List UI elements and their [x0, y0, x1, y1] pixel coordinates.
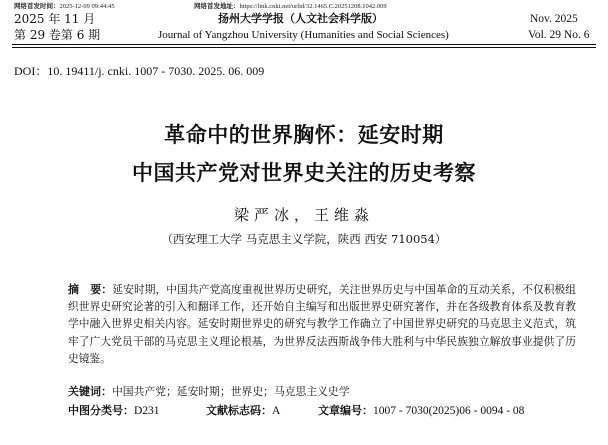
header-cn-volume: 第 29 卷第 6 期 [14, 28, 101, 42]
online-first-url-value[interactable]: https://link.cnki.net/urlid/32.1465.C.20251208.1042.009 [239, 3, 387, 10]
article-number-label: 文章编号： [318, 404, 373, 417]
abstract-label: 摘 要： [68, 283, 113, 296]
doi: DOI：10. 19411/j. cnki. 1007 - 7030. 2025. 06. 009 [14, 64, 265, 78]
online-first-url [194, 3, 387, 11]
header-rule-bottom [12, 47, 596, 48]
article-title-line2: 中国共产党对世界史关注的历史考察 [132, 161, 476, 185]
online-first-time [14, 3, 115, 11]
article-affiliation: （西安理工大学 马克思主义学院，陕西 西安 710054） [161, 232, 447, 246]
article-title-line1: 革命中的世界胸怀：延安时期 [164, 123, 444, 147]
online-first-url-label: 网络首发地址： [194, 3, 240, 10]
header-journal-en: Journal of Yangzhou University (Humanities and Social Sciences) [158, 29, 449, 41]
doc-code [206, 404, 280, 418]
clc [68, 404, 160, 418]
abstract-text: 延安时期，中国共产党高度重视世界历史研究，关注世界历史与中国革命的互动关系，不仅积极组织世界史研究论著的引入和翻译工作，还开始自主编写和出版世界史研究著作，并在各级教育体系及教育教学中融入世界史相关内容。延安时期世界史的研究与教学工作确立了中国世界史研究的马克思主义范式，筑牢了广大党员干部的马克思主义理论根基，为世界反法西斯战争伟大胜利与中华民族独立解放事业提供了历史镜鉴。 [68, 283, 576, 365]
abstract [68, 281, 576, 367]
header-rule-top [12, 44, 596, 45]
keywords-text: 中国共产党；延安时期；世界史；马克思主义史学 [112, 385, 350, 398]
header-en-date: Nov. 2025 [530, 13, 578, 25]
header-journal-cn: 扬州大学学报（人文社会科学版） [218, 12, 383, 25]
online-first-time-value: 2025-12-09 09:44:45 [59, 3, 115, 10]
header-cn-date: 2025 年 11 月 [14, 12, 96, 26]
doc-code-value: A [272, 405, 281, 417]
article-authors: 梁严冰，王维淼 [233, 206, 374, 224]
keywords-label: 关键词： [68, 385, 112, 398]
online-first-time-label: 网络首发时间： [14, 3, 60, 10]
article-number [318, 404, 524, 418]
doc-code-label: 文献标志码： [206, 404, 272, 417]
clc-label: 中图分类号： [68, 404, 134, 417]
keywords [68, 385, 350, 399]
article-number-value: 1007 - 7030(2025)06 - 0094 - 08 [373, 405, 525, 417]
clc-value: D231 [134, 405, 160, 417]
header-en-volume: Vol. 29 No. 6 [528, 29, 590, 41]
